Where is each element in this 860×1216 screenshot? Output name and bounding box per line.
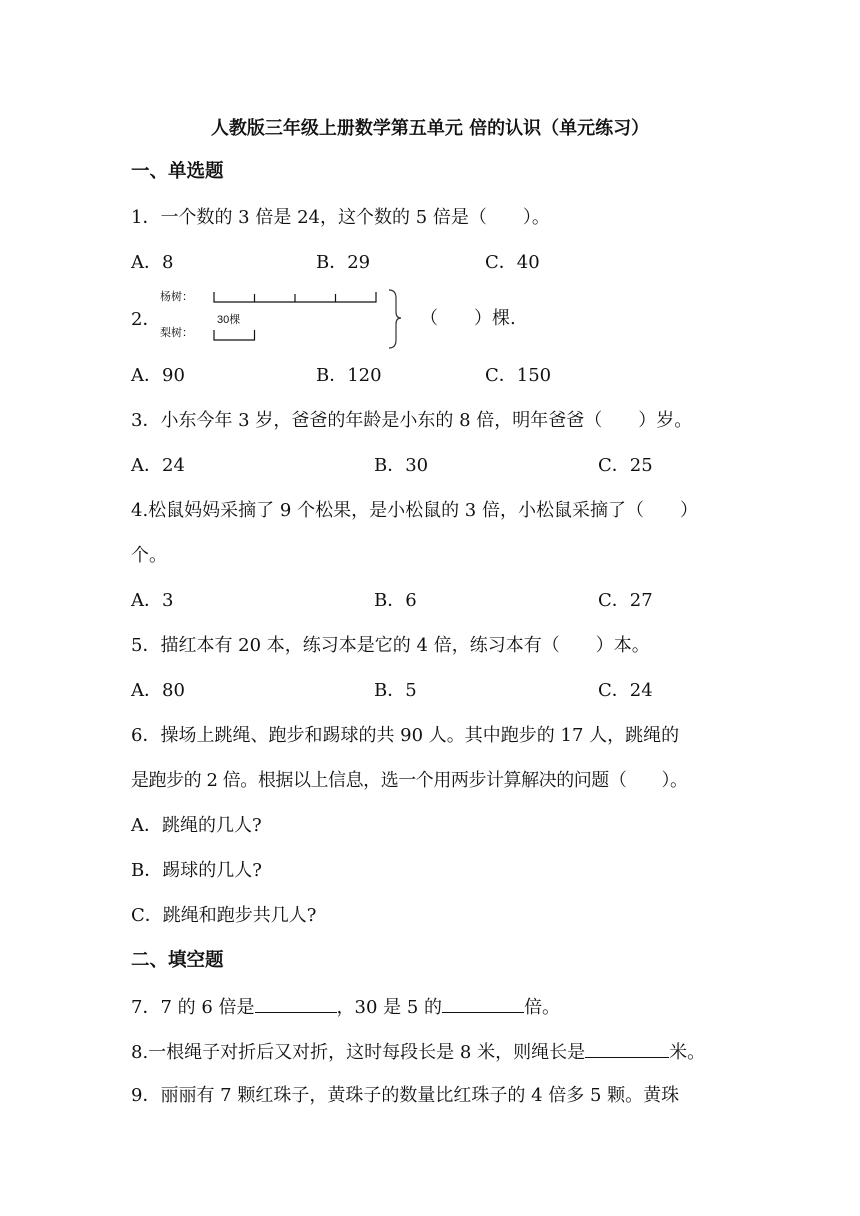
question-8-blank[interactable] — [585, 1039, 669, 1058]
question-1-option-b[interactable]: B．29 — [316, 252, 371, 273]
question-5-option-b[interactable]: B．5 — [374, 680, 417, 701]
question-4-option-c[interactable]: C．27 — [598, 590, 653, 611]
diagram-row1-label: 杨树： — [160, 291, 193, 303]
question-7-part2: ，30 是 5 的 — [336, 997, 443, 1018]
diagram-brace-icon — [389, 290, 401, 348]
section-heading-fill-in: 二、填空题 — [131, 950, 224, 971]
diagram-box-label: 30棵 — [217, 314, 241, 326]
question-4-option-a[interactable]: A．3 — [131, 590, 174, 611]
section-heading-single-choice: 一、单选题 — [131, 161, 224, 182]
question-5-text: 5．描红本有 20 本，练习本是它的 4 倍，练习本有（ ）本。 — [131, 635, 650, 656]
question-7 — [131, 994, 560, 1020]
question-2-option-c[interactable]: C．150 — [485, 365, 552, 386]
question-4-text-line1: 4.松鼠妈妈采摘了 9 个松果，是小松鼠的 3 倍，小松鼠采摘了（ ） — [131, 500, 698, 521]
question-7-blank-2[interactable] — [442, 994, 524, 1013]
question-6-option-a[interactable]: A．跳绳的几人? — [131, 815, 262, 836]
question-1-option-c[interactable]: C．40 — [485, 252, 540, 273]
question-4-option-b[interactable]: B．6 — [374, 590, 417, 611]
diagram-row2-bar — [214, 330, 255, 340]
question-5-option-c[interactable]: C．24 — [598, 680, 653, 701]
question-1-option-a[interactable]: A．8 — [131, 252, 174, 273]
question-3-option-b[interactable]: B．30 — [374, 455, 429, 476]
question-5-option-a[interactable]: A．80 — [131, 680, 185, 701]
question-6-text-line2: 是跑步的 2 倍。根据以上信息，选一个用两步计算解决的问题（ ）。 — [131, 770, 688, 791]
question-7-part1: 7．7 的 6 倍是 — [131, 997, 255, 1018]
question-8 — [131, 1039, 705, 1065]
question-3-option-c[interactable]: C．25 — [598, 455, 653, 476]
question-2-option-b[interactable]: B．120 — [316, 365, 382, 386]
question-9-text-line1: 9．丽丽有 7 颗红珠子，黄珠子的数量比红珠子的 4 倍多 5 颗。黄珠 — [131, 1085, 680, 1106]
question-6-text-line1: 6．操场上跳绳、跑步和踢球的共 90 人。其中跑步的 17 人，跳绳的 — [131, 725, 680, 746]
question-2-option-a[interactable]: A．90 — [131, 365, 185, 386]
question-8-part1: 8.一根绳子对折后又对折，这时每段长是 8 米，则绳长是 — [131, 1042, 586, 1063]
question-6-option-c[interactable]: C．跳绳和跑步共几人? — [131, 905, 317, 926]
diagram-row1-bar — [214, 292, 376, 302]
question-2-text: （ ）棵. — [420, 308, 516, 329]
question-2-number: 2． — [131, 309, 161, 330]
question-7-part3: 倍。 — [524, 997, 561, 1018]
question-2-line-diagram — [160, 288, 405, 350]
page-title: 人教版三年级上册数学第五单元 倍的认识（单元练习） — [210, 118, 650, 139]
question-6-option-b[interactable]: B．踢球的几人? — [131, 860, 262, 881]
question-4-text-line2: 个。 — [131, 545, 167, 566]
question-3-option-a[interactable]: A．24 — [131, 455, 185, 476]
question-7-blank-1[interactable] — [255, 994, 337, 1013]
question-1-text: 1．一个数的 3 倍是 24，这个数的 5 倍是（ ）。 — [131, 207, 550, 228]
diagram-row2-label: 梨树： — [160, 327, 193, 339]
question-8-part2: 米。 — [669, 1042, 706, 1063]
question-3-text: 3．小东今年 3 岁，爸爸的年龄是小东的 8 倍，明年爸爸（ ）岁。 — [131, 410, 693, 431]
